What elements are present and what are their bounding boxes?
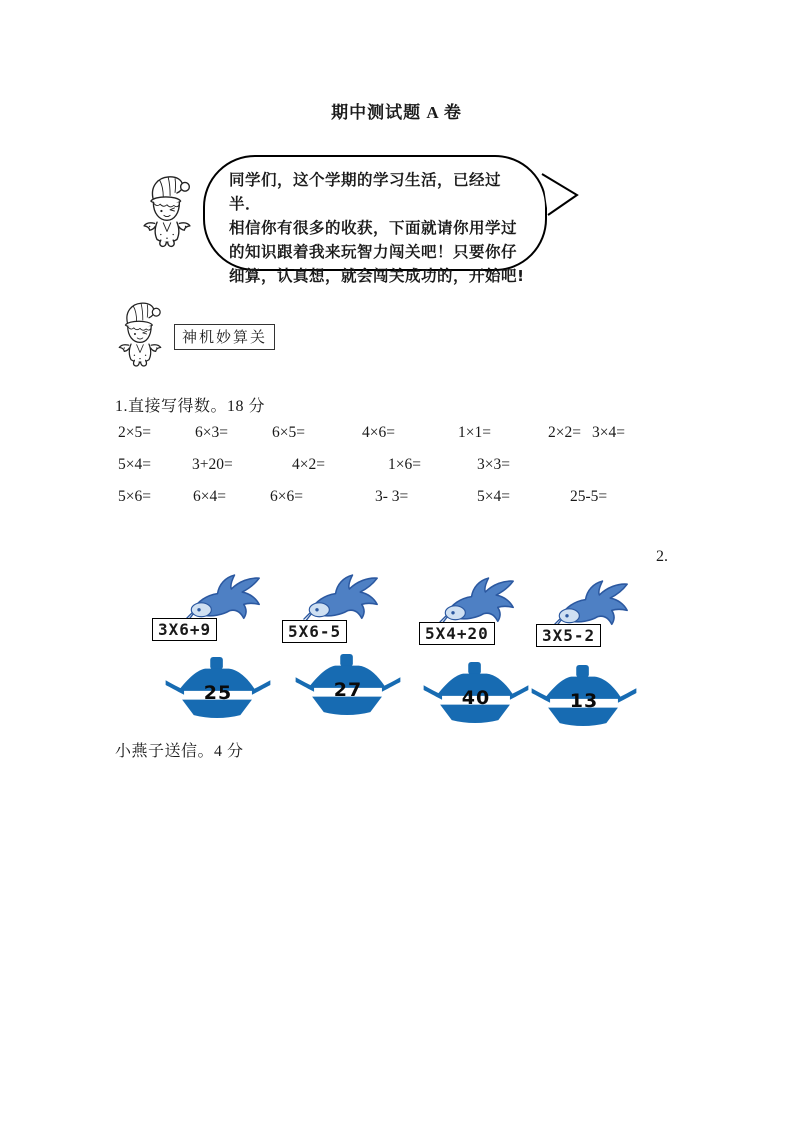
nest-number: 40 xyxy=(461,687,491,709)
speech-bubble-line: 相信你有很多的收获，下面就请你用学过 xyxy=(229,219,518,237)
question-1-heading: 1.直接写得数。18 分 xyxy=(115,398,266,415)
math-problem: 3×4= xyxy=(592,424,625,441)
elf-mascot-small-icon xyxy=(112,300,168,368)
speech-bubble-line: 的知识跟着我来玩智力闯关吧！只要你仔 xyxy=(229,243,518,261)
bird-expression-label: 5X4+20 xyxy=(419,622,495,645)
question-2-caption: 小燕子送信。4 分 xyxy=(115,743,244,760)
mail-nest xyxy=(422,660,530,724)
speech-bubble-tail xyxy=(541,171,581,217)
bird-expression-label: 3X6+9 xyxy=(152,618,217,641)
nest-number: 13 xyxy=(569,690,599,712)
math-problem: 5×4= xyxy=(118,456,151,473)
speech-bubble xyxy=(203,155,547,285)
math-problem: 1×1= xyxy=(458,424,491,441)
speech-bubble-line: 同学们，这个学期的学习生活，已经过半． xyxy=(229,171,502,213)
math-problem: 6×6= xyxy=(270,488,303,505)
math-problem: 4×6= xyxy=(362,424,395,441)
mail-nest xyxy=(530,663,638,727)
nest-number: 25 xyxy=(203,682,233,704)
bird-expression-label: 5X6-5 xyxy=(282,620,347,643)
mail-nest xyxy=(164,655,272,719)
math-problem: 2×5= xyxy=(118,424,151,441)
question-2-number: 2. xyxy=(656,548,668,565)
math-problem: 6×4= xyxy=(193,488,226,505)
math-problem: 5×4= xyxy=(477,488,510,505)
bird-expression-label: 3X5-2 xyxy=(536,624,601,647)
math-problem: 2×2= xyxy=(548,424,581,441)
elf-mascot-icon xyxy=(136,173,198,249)
nest-number: 27 xyxy=(333,679,363,701)
math-problem: 3+20= xyxy=(192,456,233,473)
mail-nest xyxy=(294,652,402,716)
math-problem: 1×6= xyxy=(388,456,421,473)
section-badge: 神机妙算关 xyxy=(174,324,275,350)
math-problem: 25-5= xyxy=(570,488,608,505)
math-problem: 3- 3= xyxy=(375,488,409,505)
math-problem: 3×3= xyxy=(477,456,510,473)
math-problem: 5×6= xyxy=(118,488,151,505)
math-problem: 6×5= xyxy=(272,424,305,441)
page-title: 期中测试题 A 卷 xyxy=(331,103,462,122)
math-problem: 4×2= xyxy=(292,456,325,473)
speech-bubble-line: 细算，认真想，就会闯关成功的，开始吧! xyxy=(229,267,525,285)
math-problem: 6×3= xyxy=(195,424,228,441)
